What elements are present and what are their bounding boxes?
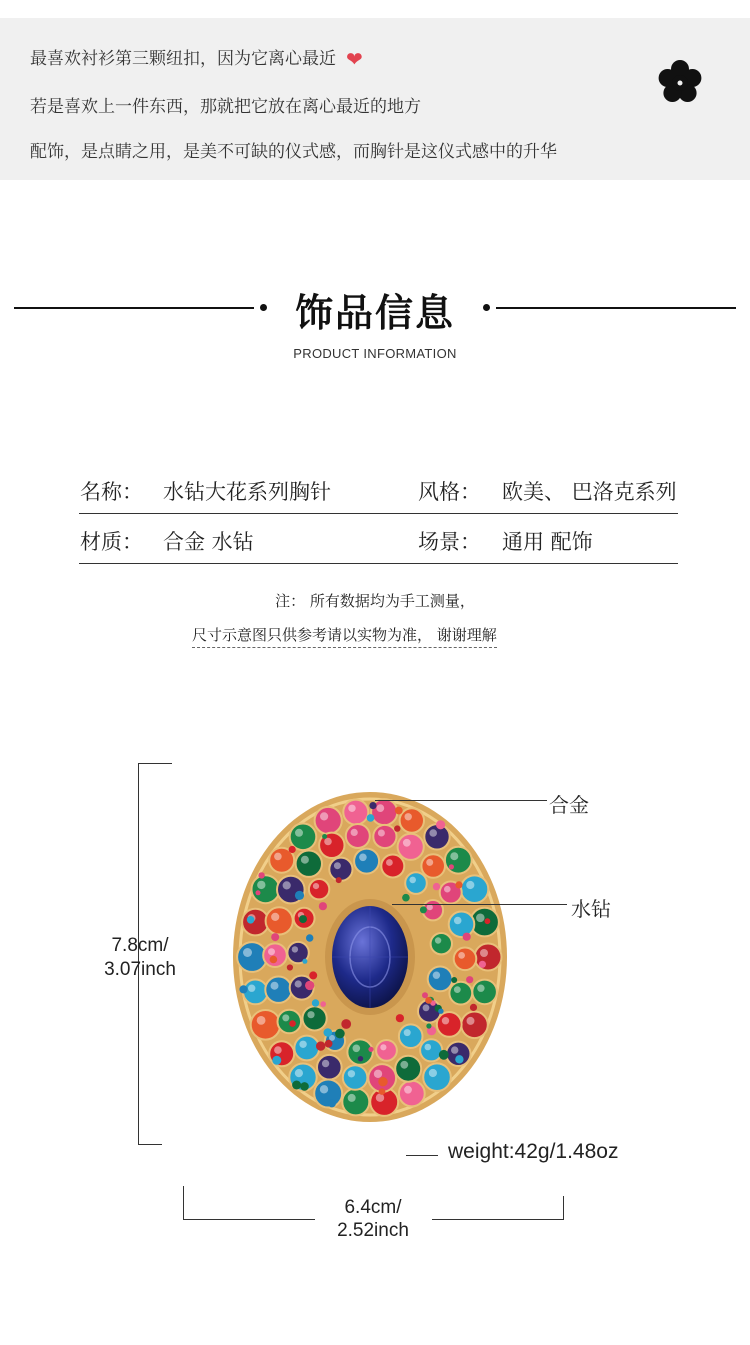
accent-stone [369, 802, 376, 809]
rhinestone-callout: 水钻 [571, 897, 611, 921]
rhinestone [251, 1010, 281, 1040]
banner-line-1-text: 最喜欢衬衫第三颗纽扣，因为它离心最近 [30, 49, 336, 69]
rhinestone-highlight [378, 830, 385, 837]
rhinestone-highlight [403, 839, 411, 847]
rhinestone-highlight [476, 914, 485, 923]
rhinestone-highlight [295, 980, 302, 987]
rhinestone-highlight [423, 1004, 430, 1011]
info-bottom-divider [79, 563, 678, 564]
accent-stone [256, 890, 261, 895]
rhinestone [475, 944, 502, 971]
accent-stone [289, 846, 296, 853]
rhinestone-highlight [435, 937, 441, 943]
accent-stone [451, 977, 457, 983]
rhinestone-highlight [322, 1060, 329, 1067]
rhinestone-highlight [477, 985, 484, 992]
heart-icon: ❤ [346, 47, 363, 71]
accent-stone [438, 1009, 443, 1014]
height-bottom-tick [138, 1144, 162, 1145]
rhinestone-highlight [271, 982, 279, 990]
rhinestone-highlight [425, 1044, 432, 1051]
accent-stone [425, 997, 432, 1004]
rhinestone [278, 1010, 302, 1034]
accent-stone [271, 933, 279, 941]
height-label [95, 934, 185, 982]
rhinestone [454, 948, 477, 971]
rhinestone-highlight [433, 972, 440, 979]
alloy-callout: 合金 [549, 793, 589, 817]
accent-stone [449, 864, 454, 869]
rhinestone [266, 907, 293, 934]
rhinestone-highlight [348, 1070, 355, 1077]
rhinestone-highlight [320, 1085, 328, 1093]
accent-stone [239, 985, 247, 993]
accent-stone [358, 1056, 363, 1061]
note-line-2: 尺寸示意图只供参考请以实物为准， 谢谢理解 [192, 624, 497, 648]
accent-stone [247, 916, 255, 924]
rhinestone [399, 1024, 423, 1048]
accent-stone [319, 902, 327, 910]
height-inch: 3.07inch [104, 959, 176, 980]
rhinestone-highlight [274, 1046, 282, 1054]
rhinestone [420, 1039, 442, 1061]
rhinestone [395, 1056, 421, 1082]
rhinestone-highlight [248, 985, 255, 992]
accent-stone [305, 981, 314, 990]
rhinestone [290, 824, 317, 851]
info-style-label: 风格： [418, 480, 481, 504]
rhinestone [405, 872, 427, 894]
rhinestone [376, 1040, 397, 1061]
accent-stone [336, 877, 342, 883]
rhinestone [449, 912, 475, 938]
rhinestone-highlight [257, 1016, 266, 1025]
info-name-label: 名称： [80, 480, 143, 504]
alloy-callout-line [375, 800, 547, 801]
rhinestone-callout-line [392, 904, 567, 905]
accent-stone [295, 891, 304, 900]
rhinestone [343, 1065, 368, 1090]
accent-stone [396, 1014, 404, 1022]
accent-stone [367, 814, 375, 822]
accent-stone [379, 1088, 386, 1095]
accent-stone [463, 933, 471, 941]
height-cm: 7.8cm/ [111, 935, 169, 956]
rhinestone-highlight [307, 1011, 314, 1018]
accent-stone [325, 1040, 333, 1048]
accent-stone [395, 807, 403, 815]
rhinestone-highlight [320, 812, 328, 820]
rhinestone-highlight [404, 1086, 412, 1094]
accent-stone [322, 834, 327, 839]
title-right-dot [483, 304, 490, 311]
rhinestone-highlight [348, 1094, 356, 1102]
width-right-tick [563, 1196, 564, 1220]
rhinestone [423, 1063, 451, 1091]
section-title: 饰品信息 [294, 291, 455, 335]
rhinestone [373, 825, 396, 848]
width-label [318, 1196, 428, 1242]
rhinestone [309, 879, 329, 899]
rhinestone-highlight [351, 829, 358, 836]
rhinestone-highlight [442, 1017, 449, 1024]
weight-label: weight:42g/1.48oz [448, 1140, 619, 1163]
width-line-left [183, 1219, 315, 1220]
accent-stone [306, 934, 313, 941]
accent-stone [433, 883, 440, 890]
rhinestone [398, 834, 424, 860]
accent-stone [312, 999, 319, 1006]
rhinestone [265, 977, 291, 1003]
accent-stone [272, 1056, 281, 1065]
rhinestone [400, 808, 424, 832]
height-top-tick [138, 763, 172, 764]
accent-stone [420, 906, 427, 913]
width-inch: 2.52inch [337, 1220, 409, 1241]
rhinestone-highlight [480, 949, 488, 957]
rhinestone-highlight [257, 881, 265, 889]
accent-stone [292, 1081, 301, 1090]
info-material-value: 合金 水钻 [163, 530, 254, 554]
weight-dash [406, 1155, 438, 1156]
accent-stone [270, 956, 278, 964]
accent-stone [316, 1041, 325, 1050]
rhinestone-highlight [427, 904, 433, 910]
rhinestone-highlight [348, 805, 355, 812]
rhinestone [342, 1088, 369, 1115]
rhinestone [424, 824, 449, 849]
rhinestone-highlight [405, 813, 412, 820]
accent-stone [289, 1020, 296, 1027]
rhinestone [461, 1012, 488, 1039]
accent-stone [258, 872, 264, 878]
rhinestone-highlight [450, 852, 458, 860]
accent-stone [320, 1001, 326, 1007]
rhinestone-highlight [334, 862, 341, 869]
accent-stone [324, 1028, 333, 1037]
accent-stone [309, 971, 317, 979]
rhinestone-highlight [313, 883, 319, 889]
rhinestone [294, 1036, 319, 1061]
accent-stone [470, 1004, 477, 1011]
banner-line-2: 若是喜欢上一件东西，那就把它放在离心最近的地方 [30, 97, 421, 117]
rhinestone [329, 858, 352, 881]
rhinestone-highlight [404, 1029, 411, 1036]
rhinestone [431, 933, 452, 954]
title-right-rule [496, 307, 736, 309]
rhinestone [421, 854, 445, 878]
rhinestone-highlight [299, 1041, 306, 1048]
rhinestone [445, 847, 472, 874]
info-style-value: 欧美、 巴洛克系列 [502, 480, 677, 504]
rhinestone-highlight [295, 1069, 303, 1077]
rhinestone-highlight [454, 917, 462, 925]
rhinestone [317, 1055, 342, 1080]
accent-stone [300, 1082, 309, 1091]
rhinestone-highlight [292, 946, 298, 952]
rhinestone-highlight [466, 881, 474, 889]
intro-banner [0, 18, 750, 180]
banner-line-3: 配饰，是点睛之用，是美不可缺的仪式感，而胸针是这仪式感中的升华 [30, 142, 557, 162]
rhinestone [381, 855, 404, 878]
accent-stone [455, 1055, 463, 1063]
info-name-value: 水钻大花系列胸针 [163, 480, 331, 504]
accent-stone [455, 881, 462, 888]
accent-stone [394, 825, 400, 831]
accent-stone [439, 1050, 449, 1060]
rhinestone-highlight [376, 804, 384, 812]
accent-stone [335, 1029, 345, 1039]
rhinestone [252, 875, 280, 903]
width-cm: 6.4cm/ [344, 1197, 402, 1218]
accent-stone [328, 1099, 336, 1107]
accent-stone [299, 915, 307, 923]
rhinestone-highlight [295, 829, 303, 837]
rhinestone [449, 982, 472, 1005]
rhinestone-highlight [268, 948, 275, 955]
accent-stone [426, 1023, 431, 1028]
rhinestone [315, 807, 342, 834]
accent-stone [466, 976, 473, 983]
banner-line-1 [30, 44, 363, 71]
brooch-illustration [225, 785, 515, 1130]
rhinestone-highlight [429, 1069, 437, 1077]
rhinestone-highlight [243, 948, 252, 957]
rhinestone-highlight [359, 854, 367, 862]
info-material-label: 材质： [80, 530, 143, 554]
rhinestone [399, 1081, 425, 1107]
section-subtitle: PRODUCT INFORMATION [293, 346, 457, 361]
rhinestone [354, 849, 379, 874]
rhinestone [461, 875, 489, 903]
rhinestone-highlight [386, 859, 393, 866]
accent-stone [368, 1047, 373, 1052]
width-left-tick [183, 1186, 184, 1220]
rhinestone-highlight [458, 952, 465, 959]
rhinestone-highlight [374, 1070, 382, 1078]
rhinestone-highlight [467, 1017, 475, 1025]
rhinestone-highlight [282, 1014, 289, 1021]
accent-stone [479, 961, 486, 968]
accent-stone [402, 894, 410, 902]
rhinestone-highlight [444, 886, 451, 893]
rhinestone-highlight [426, 859, 433, 866]
rhinestone-highlight [271, 913, 279, 921]
accent-stone [341, 1019, 351, 1029]
rhinestone [343, 800, 368, 825]
rhinestone-highlight [274, 853, 282, 861]
flower-icon [656, 58, 704, 106]
accent-stone [436, 820, 445, 829]
rhinestone-highlight [283, 881, 291, 889]
rhinestone-highlight [301, 856, 309, 864]
info-scene-value: 通用 配饰 [502, 530, 593, 554]
rhinestone-highlight [454, 986, 461, 993]
rhinestone [346, 824, 370, 848]
rhinestone-highlight [429, 829, 437, 837]
rhinestone-highlight [353, 1045, 361, 1053]
rhinestone-highlight [400, 1061, 408, 1069]
note-line-1: 注： 所有数据均为手工测量， [275, 592, 475, 610]
width-line-right [432, 1219, 564, 1220]
rhinestone-highlight [451, 1046, 458, 1053]
accent-stone [378, 1077, 387, 1086]
rhinestone-highlight [409, 877, 416, 884]
rhinestone [428, 967, 453, 992]
rhinestone [263, 943, 287, 967]
info-row-divider [79, 513, 678, 514]
accent-stone [287, 964, 293, 970]
accent-stone [485, 918, 491, 924]
rhinestone [472, 980, 497, 1005]
info-scene-label: 场景： [418, 530, 481, 554]
rhinestone [303, 1006, 327, 1030]
rhinestone [296, 851, 322, 877]
accent-stone [302, 959, 307, 964]
rhinestone-highlight [380, 1044, 386, 1050]
